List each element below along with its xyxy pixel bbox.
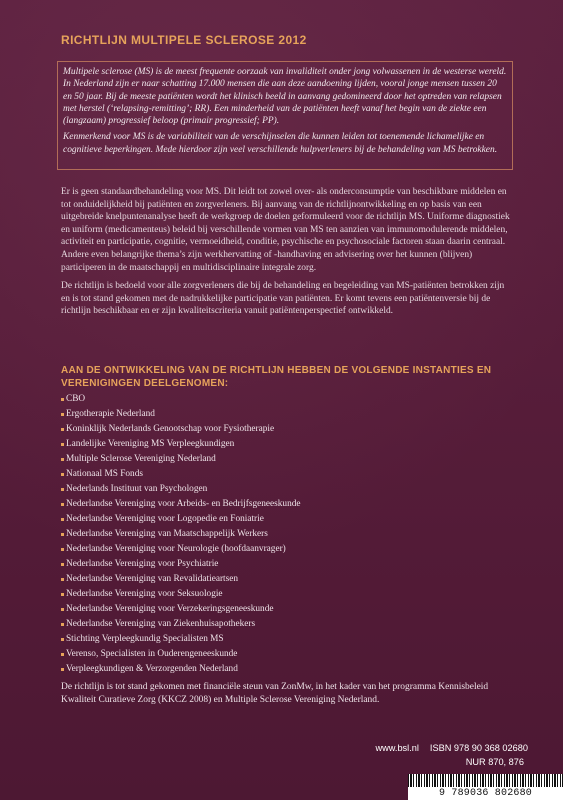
square-bullet-icon bbox=[61, 458, 64, 461]
organization-item bbox=[61, 572, 301, 587]
organization-name: Landelijke Vereniging MS Verpleegkundigen bbox=[66, 439, 235, 449]
square-bullet-icon bbox=[61, 533, 64, 536]
organization-name: Verenso, Specialisten in Ouderengeneeskunde bbox=[66, 649, 238, 659]
organization-item bbox=[61, 422, 301, 437]
square-bullet-icon bbox=[61, 473, 64, 476]
square-bullet-icon bbox=[61, 503, 64, 506]
organization-item bbox=[61, 497, 301, 512]
organization-item bbox=[61, 557, 301, 572]
square-bullet-icon bbox=[61, 488, 64, 491]
organization-name: Verpleegkundigen & Verzorgenden Nederland bbox=[66, 664, 238, 674]
description-text bbox=[61, 186, 513, 324]
isbn-number: ISBN 978 90 368 02680 bbox=[429, 743, 528, 753]
barcode-bars bbox=[408, 774, 563, 787]
page-title: RICHTLIJN MULTIPELE SCLEROSE 2012 bbox=[61, 33, 307, 47]
square-bullet-icon bbox=[61, 638, 64, 641]
organization-name: Nationaal MS Fonds bbox=[66, 469, 143, 479]
intro-paragraph-1: Multipele sclerose (MS) is de meest frequente oorzaak van invaliditeit onder jong volwassenen in de westerse wereld. In Nederland zijn er naar schatting 17.000 mensen die aan deze aandoening lijden, vooral jonge mensen tussen 20 en 50 jaar. Bij de meeste patiënten wordt het klinisch beeld in aanvang gedomineerd door het optreden van relapsen met herstel (‘relapsing-remitting’; RR). Een minderheid van de patiënten heeft vanaf het begin van de ziekte een (langzaam) progressief beloop (primair progressief; PP). bbox=[63, 67, 507, 127]
organization-name: Stichting Verpleegkundig Specialisten MS bbox=[66, 634, 224, 644]
organization-name: Ergotherapie Nederland bbox=[66, 409, 155, 419]
nur-code: NUR 870, 876 bbox=[465, 757, 524, 767]
square-bullet-icon bbox=[61, 428, 64, 431]
square-bullet-icon bbox=[61, 518, 64, 521]
publisher-website: www.bsl.nl bbox=[375, 743, 419, 753]
square-bullet-icon bbox=[61, 668, 64, 671]
organizations-heading: AAN DE ONTWIKKELING VAN DE RICHTLIJN HEBBEN DE VOLGENDE INSTANTIES EN VERENIGINGEN DEELGENOMEN: bbox=[61, 365, 492, 389]
organization-item bbox=[61, 407, 301, 422]
square-bullet-icon bbox=[61, 413, 64, 416]
square-bullet-icon bbox=[61, 578, 64, 581]
organization-name: Nederlandse Vereniging voor Neurologie (hoofdaanvrager) bbox=[66, 544, 286, 554]
organization-name: Nederlands Instituut van Psychologen bbox=[66, 484, 208, 494]
organization-name: Nederlandse Vereniging voor Arbeids- en Bedrijfsgeneeskunde bbox=[66, 499, 301, 509]
barcode-number: 9 789036 802680 bbox=[438, 788, 532, 799]
square-bullet-icon bbox=[61, 548, 64, 551]
organization-item bbox=[61, 617, 301, 632]
square-bullet-icon bbox=[61, 593, 64, 596]
organization-item bbox=[61, 527, 301, 542]
organization-item bbox=[61, 392, 301, 407]
organization-item bbox=[61, 437, 301, 452]
organization-item bbox=[61, 542, 301, 557]
barcode bbox=[408, 774, 563, 800]
organization-item bbox=[61, 467, 301, 482]
organization-name: Nederlandse Vereniging voor Seksuologie bbox=[66, 589, 223, 599]
organization-name: Nederlandse Vereniging voor Logopedie en Foniatrie bbox=[66, 514, 264, 524]
organization-name: Nederlandse Vereniging van Revalidatieartsen bbox=[66, 574, 239, 584]
organization-item bbox=[61, 512, 301, 527]
organization-name: Nederlandse Vereniging van Maatschappelijk Werkers bbox=[66, 529, 268, 539]
organization-item bbox=[61, 647, 301, 662]
organization-item bbox=[61, 452, 301, 467]
organization-item bbox=[61, 662, 301, 677]
organization-name: Nederlandse Vereniging voor Psychiatrie bbox=[66, 559, 219, 569]
organization-name: CBO bbox=[66, 394, 86, 404]
publisher-isbn-line bbox=[288, 742, 528, 754]
square-bullet-icon bbox=[61, 398, 64, 401]
organization-name: Nederlandse Vereniging van Ziekenhuisapothekers bbox=[66, 619, 256, 629]
organization-name: Nederlandse Vereniging voor Verzekeringsgeneeskunde bbox=[66, 604, 274, 614]
organization-item bbox=[61, 482, 301, 497]
organization-item bbox=[61, 632, 301, 647]
organizations-list bbox=[61, 392, 301, 677]
square-bullet-icon bbox=[61, 443, 64, 446]
description-paragraph-1: Er is geen standaardbehandeling voor MS. Dit leidt tot zowel over- als onderconsumptie van beschikbare middelen en tot onduidelijkheid bij patiënten en zorgverleners. Bij aanvang van de richtlijnontwikkeling en op basis van een uitgebreide knelpuntenanalyse heeft de werkgroep de doelen geformuleerd voor de richtlijn MS. Uniforme diagnostiek en uniform (medicamenteus) beleid bij verschillende vormen van MS ten aanzien van immunomodulerende middelen, activiteit en participatie, cognitie, vermoeidheid, conditie, psychische en psychosociale factoren staan daarin centraal. Andere even belangrijke thema’s zijn werkhervatting of -handhaving en advisering over het kunnen (blijven) participeren in de maatschappij en multidisciplinaire integrale zorg. bbox=[61, 187, 510, 273]
organization-item bbox=[61, 587, 301, 602]
organization-name: Multiple Sclerose Vereniging Nederland bbox=[66, 454, 216, 464]
square-bullet-icon bbox=[61, 608, 64, 611]
square-bullet-icon bbox=[61, 653, 64, 656]
square-bullet-icon bbox=[61, 623, 64, 626]
intro-paragraph-2: Kenmerkend voor MS is de variabiliteit van de verschijnselen die kunnen leiden tot toenemende lichamelijke en cognitieve beperkingen. Mede hierdoor zijn veel verschillende hulpverleners bij de behandeling van MS betrokken. bbox=[63, 132, 498, 155]
square-bullet-icon bbox=[61, 563, 64, 566]
description-paragraph-2: De richtlijn is bedoeld voor alle zorgverleners die bij de behandeling en begeleiding van MS-patiënten betrokken zijn en is tot stand gekomen met de nadrukkelijke participatie van patiënten. Er komt tevens een patiëntenversie bij de richtlijn beschikbaar en er zijn kwaliteitscriteria vanuit patiëntenperspectief ontwikkeld. bbox=[61, 281, 505, 317]
funding-note: De richtlijn is tot stand gekomen met financiële steun van ZonMw, in het kader van het programma Kennisbeleid Kwaliteit Curatieve Zorg (KKCZ 2008) en Multiple Sclerose Vereniging Nederland. bbox=[61, 682, 489, 705]
intro-summary-box bbox=[57, 61, 513, 170]
organization-name: Koninklijk Nederlands Genootschap voor Fysiotherapie bbox=[66, 424, 275, 434]
organization-item bbox=[61, 602, 301, 617]
